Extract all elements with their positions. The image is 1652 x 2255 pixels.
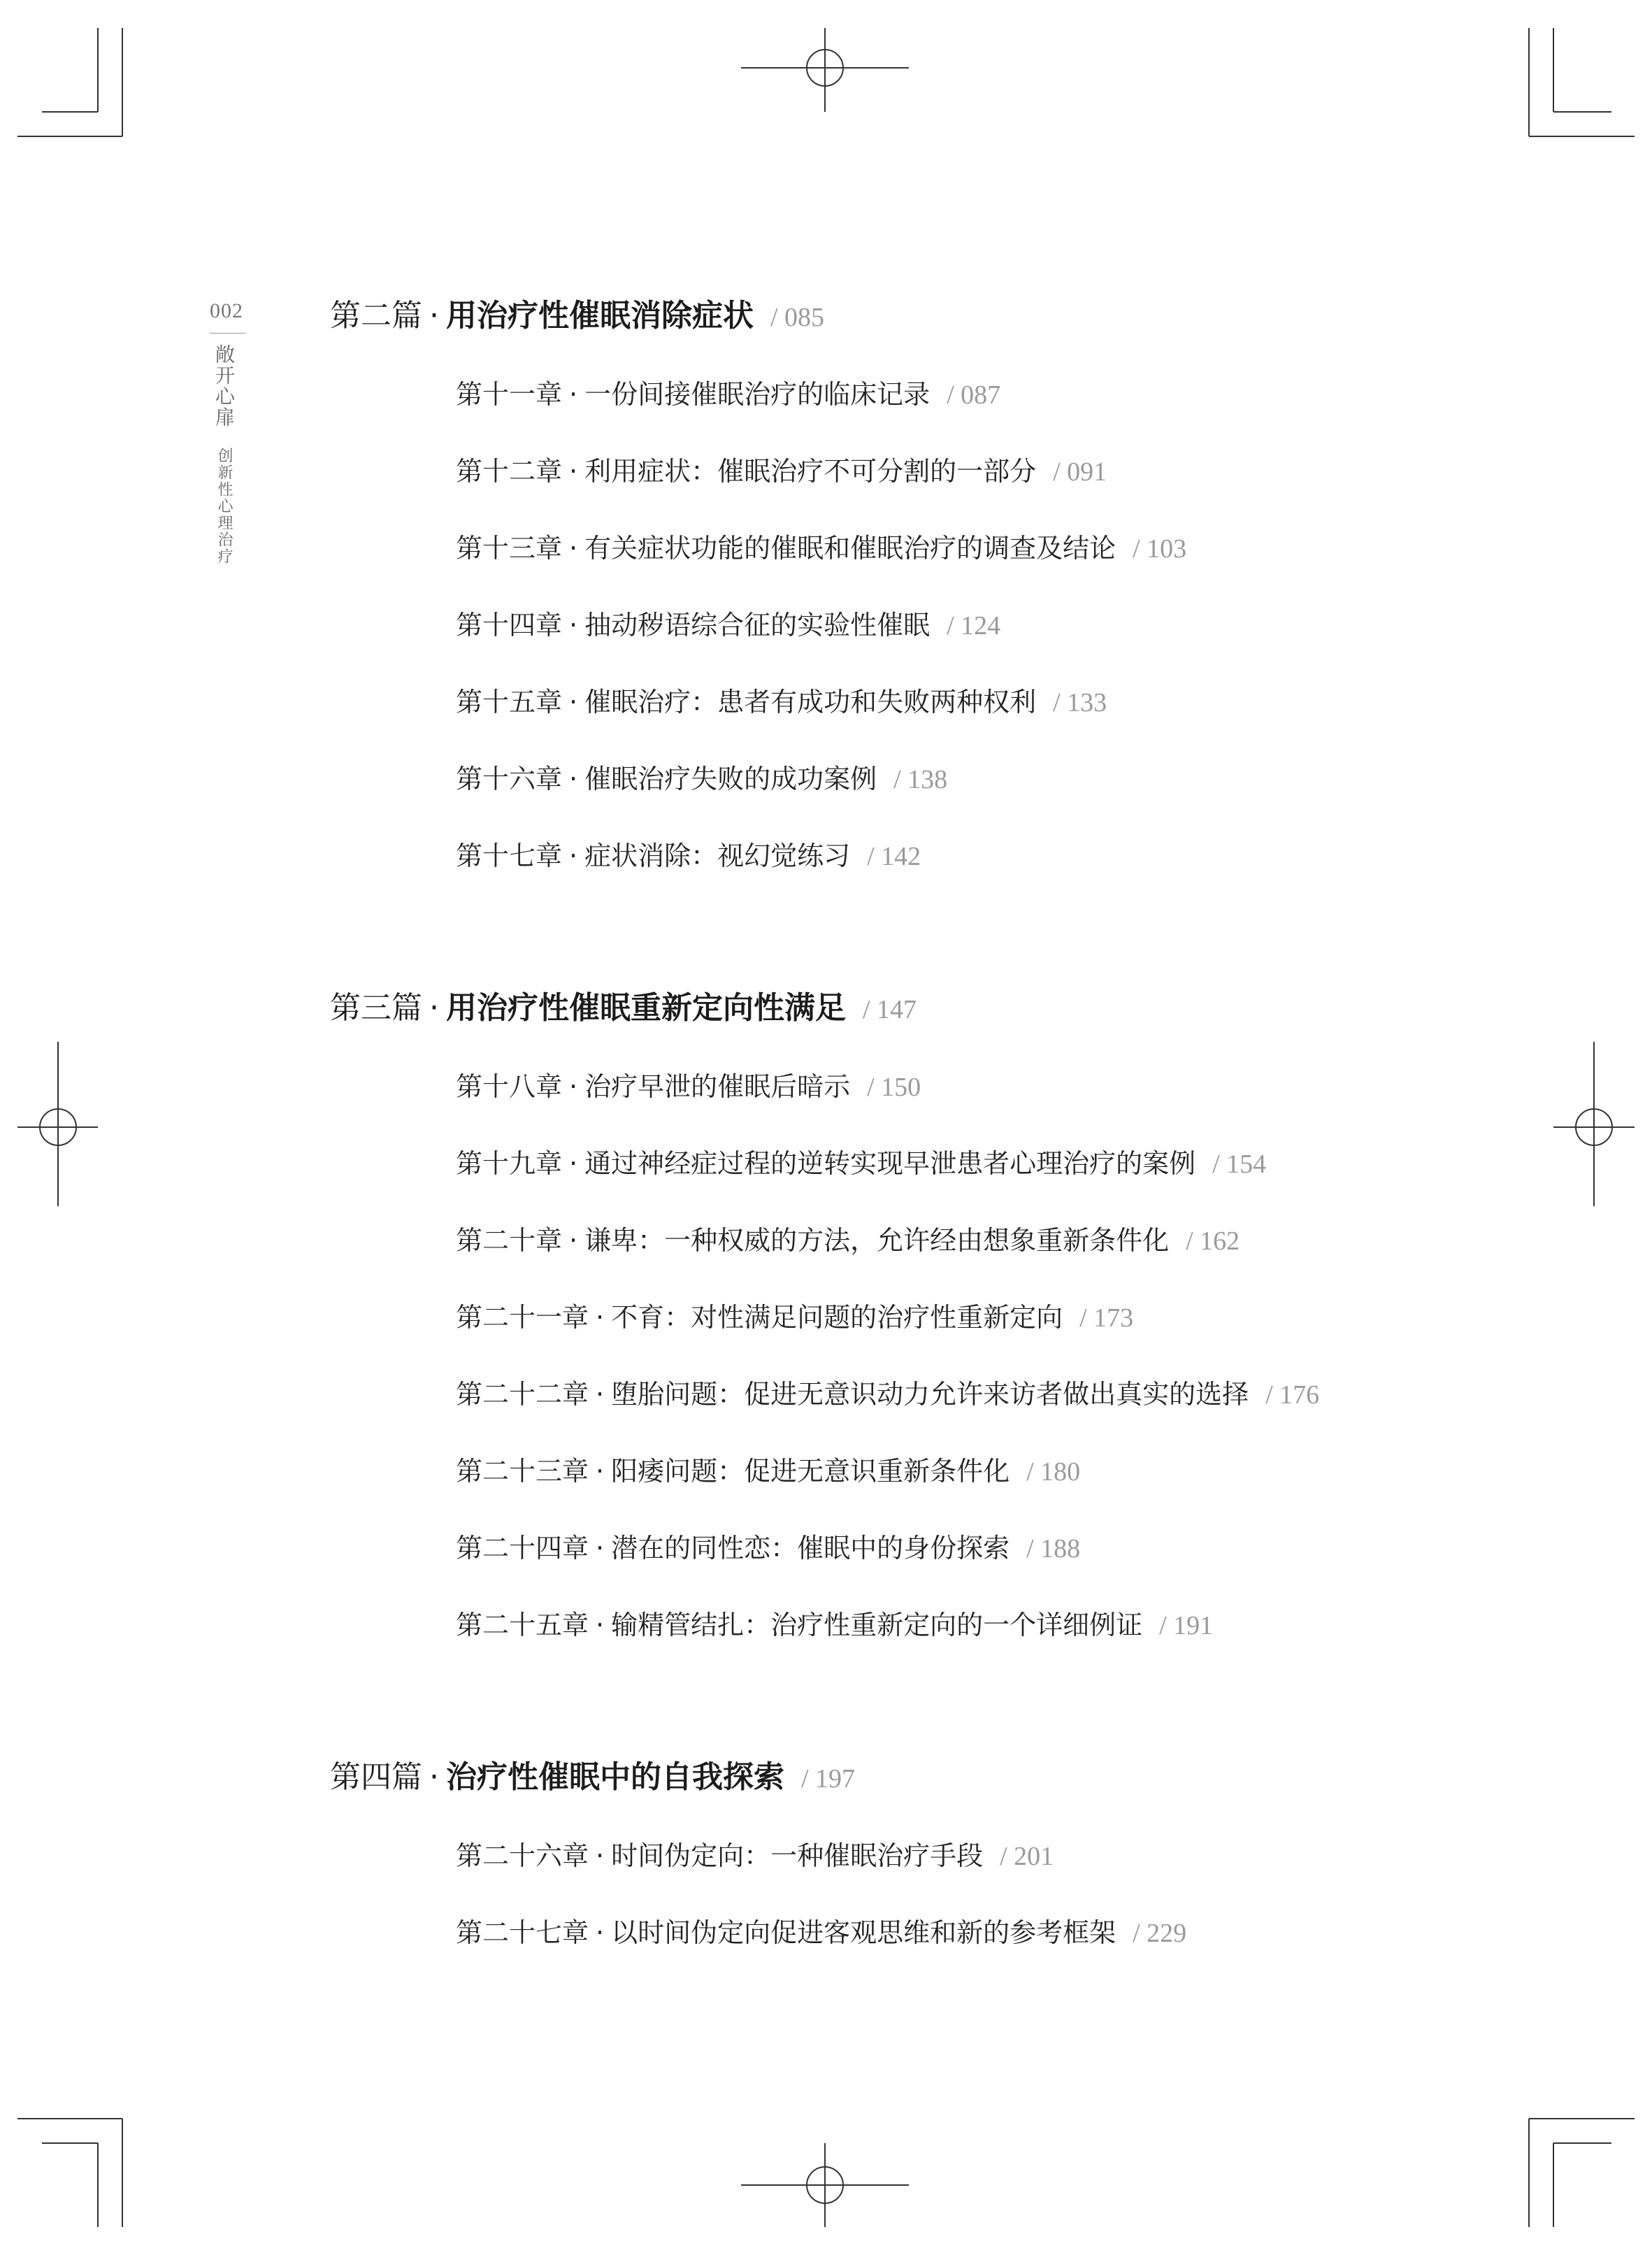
chapter-label: 第二十三章 — [456, 1456, 589, 1487]
chapter-label: 第二十二章 — [456, 1379, 589, 1410]
chapter-page-number: / 180 — [1026, 1457, 1081, 1487]
toc-chapter-entry — [456, 836, 921, 876]
toc-chapter-entry — [456, 606, 1000, 645]
running-head-book-title: 敞开心扉 — [213, 344, 236, 428]
toc-chapter-entry — [456, 759, 947, 799]
toc-chapter-entry — [456, 375, 1000, 415]
chapter-label: 第二十七章 — [456, 1917, 589, 1948]
chapter-label: 第十八章 — [456, 1071, 563, 1102]
chapter-page-number: / 173 — [1079, 1303, 1134, 1333]
chapter-title: 一份间接催眠治疗的临床记录 — [584, 379, 931, 410]
separator-dot: · — [596, 1917, 605, 1948]
toc-chapter-entry — [456, 1144, 1266, 1184]
chapter-label: 第二十章 — [456, 1225, 563, 1256]
chapter-title: 不育：对性满足问题的治疗性重新定向 — [611, 1302, 1063, 1333]
separator-dot: · — [596, 1456, 605, 1487]
chapter-page-number: / 150 — [867, 1073, 921, 1102]
chapter-page-number: / 091 — [1053, 457, 1107, 487]
chapter-page-number: / 087 — [947, 380, 1001, 410]
separator-dot: · — [569, 379, 578, 410]
chapter-title: 利用症状：催眠治疗不可分割的一部分 — [584, 456, 1037, 487]
chapter-label: 第二十四章 — [456, 1533, 589, 1563]
part-page-number: / 197 — [801, 1764, 856, 1794]
chapter-label: 第十六章 — [456, 764, 563, 794]
chapter-label: 第十五章 — [456, 687, 563, 717]
part-title: 治疗性催眠中的自我探索 — [446, 1759, 784, 1795]
chapter-page-number: / 188 — [1026, 1534, 1081, 1563]
separator-dot: · — [569, 456, 578, 487]
toc-chapter-entry — [456, 1913, 1186, 1953]
separator-dot: · — [569, 840, 578, 871]
chapter-page-number: / 162 — [1186, 1226, 1240, 1256]
toc-part-heading — [330, 987, 917, 1031]
part-label: 第三篇 — [330, 990, 422, 1026]
toc-part-heading — [330, 295, 824, 338]
chapter-title: 通过神经症过程的逆转实现早泄患者心理治疗的案例 — [584, 1148, 1196, 1179]
chapter-page-number: / 229 — [1133, 1919, 1187, 1948]
toc-chapter-entry — [456, 529, 1186, 568]
separator-dot: · — [596, 1379, 605, 1410]
chapter-title: 谦卑：一种权威的方法，允许经由想象重新条件化 — [584, 1225, 1170, 1256]
toc-chapter-entry — [456, 1221, 1240, 1261]
chapter-title: 以时间伪定向促进客观思维和新的参考框架 — [611, 1917, 1116, 1948]
chapter-title: 阳痿问题：促进无意识重新条件化 — [611, 1456, 1010, 1487]
chapter-title: 催眠治疗：患者有成功和失败两种权利 — [584, 687, 1037, 717]
toc-chapter-entry — [456, 1452, 1080, 1491]
chapter-title: 症状消除：视幻觉练习 — [584, 840, 851, 871]
separator-dot: · — [569, 687, 578, 717]
chapter-title: 治疗早泄的催眠后暗示 — [584, 1071, 851, 1102]
part-title: 用治疗性催眠重新定向性满足 — [446, 990, 846, 1026]
toc-chapter-entry — [456, 1375, 1319, 1415]
page-number-rule — [210, 333, 246, 334]
chapter-label: 第二十五章 — [456, 1610, 589, 1640]
chapter-title: 催眠治疗失败的成功案例 — [584, 764, 877, 794]
separator-dot: · — [429, 1759, 439, 1795]
separator-dot: · — [569, 1071, 578, 1102]
chapter-title: 堕胎问题：促进无意识动力允许来访者做出真实的选择 — [611, 1379, 1249, 1410]
page-number: 002 — [210, 299, 243, 322]
separator-dot: · — [429, 298, 439, 334]
chapter-label: 第二十一章 — [456, 1302, 589, 1333]
chapter-label: 第十一章 — [456, 379, 563, 410]
separator-dot: · — [596, 1533, 605, 1563]
separator-dot: · — [569, 1148, 578, 1179]
part-page-number: / 085 — [770, 303, 825, 332]
toc-chapter-entry — [456, 1836, 1054, 1876]
separator-dot: · — [569, 610, 578, 640]
part-label: 第四篇 — [330, 1759, 422, 1795]
toc-chapter-entry — [456, 1605, 1213, 1645]
separator-dot: · — [596, 1840, 605, 1871]
part-label: 第二篇 — [330, 298, 422, 334]
chapter-page-number: / 138 — [893, 765, 948, 794]
toc-chapter-entry — [456, 1298, 1133, 1338]
chapter-page-number: / 176 — [1265, 1380, 1320, 1410]
chapter-title: 输精管结扎：治疗性重新定向的一个详细例证 — [611, 1610, 1143, 1640]
chapter-page-number: / 191 — [1159, 1611, 1214, 1640]
toc-chapter-entry — [456, 452, 1107, 492]
chapter-page-number: / 201 — [1000, 1842, 1054, 1871]
separator-dot: · — [596, 1610, 605, 1640]
chapter-label: 第十二章 — [456, 456, 563, 487]
toc-chapter-entry — [456, 1067, 921, 1107]
part-page-number: / 147 — [863, 995, 917, 1024]
chapter-label: 第十七章 — [456, 840, 563, 871]
chapter-page-number: / 103 — [1133, 534, 1187, 564]
separator-dot: · — [429, 990, 439, 1026]
chapter-label: 第十九章 — [456, 1148, 563, 1179]
chapter-title: 潜在的同性恋：催眠中的身份探索 — [611, 1533, 1010, 1563]
running-head — [214, 344, 234, 565]
separator-dot: · — [569, 1225, 578, 1256]
toc-part-heading — [330, 1756, 855, 1800]
separator-dot: · — [569, 533, 578, 564]
chapter-label: 第十三章 — [456, 533, 563, 564]
chapter-page-number: / 154 — [1212, 1150, 1267, 1179]
chapter-page-number: / 142 — [867, 842, 921, 871]
separator-dot: · — [596, 1302, 605, 1333]
chapter-title: 抽动秽语综合征的实验性催眠 — [584, 610, 931, 640]
chapter-page-number: / 124 — [947, 611, 1001, 640]
chapter-label: 第十四章 — [456, 610, 563, 640]
chapter-page-number: / 133 — [1053, 688, 1107, 717]
chapter-label: 第二十六章 — [456, 1840, 589, 1871]
running-head-subtitle: 创新性心理治疗 — [215, 448, 233, 565]
toc-chapter-entry — [456, 682, 1107, 722]
chapter-title: 时间伪定向：一种催眠治疗手段 — [611, 1840, 984, 1871]
separator-dot: · — [569, 764, 578, 794]
chapter-title: 有关症状功能的催眠和催眠治疗的调查及结论 — [584, 533, 1116, 564]
toc-chapter-entry — [456, 1529, 1080, 1568]
part-title: 用治疗性催眠消除症状 — [446, 298, 754, 334]
